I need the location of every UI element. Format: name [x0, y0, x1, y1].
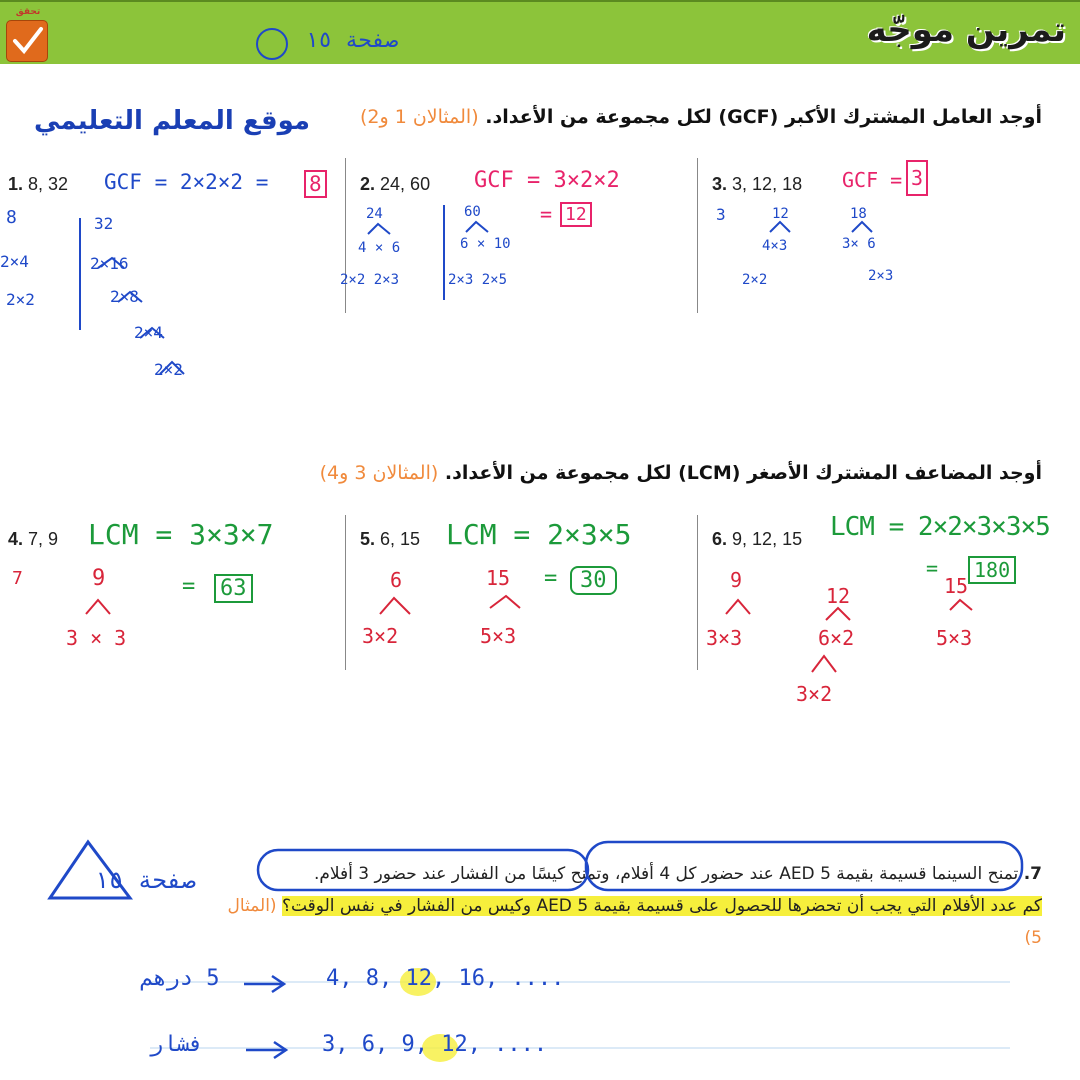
- gcf-ref: (المثالان 1 و2): [359, 106, 479, 128]
- tree-node: 24: [366, 206, 383, 222]
- tree-node: 5×3: [480, 624, 517, 648]
- problem-number: 4.: [8, 529, 24, 549]
- tree-node: 2×2: [742, 272, 768, 288]
- tree-node: 5×3: [936, 626, 973, 650]
- equals-sign: =: [926, 556, 939, 580]
- tree-node: 6×2: [818, 626, 855, 650]
- problem-number: 2.: [360, 174, 376, 194]
- problem-2-work: GCF = 3×2×2: [474, 168, 620, 193]
- tree-node: 12: [826, 584, 851, 608]
- tree-node: 15: [486, 566, 511, 590]
- problem-4-answer: 63: [214, 574, 253, 603]
- tree-node: 4×3: [762, 238, 788, 254]
- lcm-instruction-text: أوجد المضاعف المشترك الأصغر (LCM) لكل مجموعة من الأعداد.: [444, 462, 1042, 484]
- problem-6-answer: 180: [968, 556, 1016, 584]
- tree-node: 12: [772, 206, 789, 222]
- row2-label: فشار: [150, 1032, 203, 1057]
- problem-numbers: 7, 9: [28, 529, 59, 549]
- tree-node: 2×2 2×3: [340, 272, 400, 288]
- tree-node: 2×2: [154, 360, 183, 379]
- tree-node: 60: [464, 204, 481, 220]
- problem-number: 6.: [712, 529, 728, 549]
- tree-node: 32: [94, 214, 114, 233]
- tree-node: 6: [390, 568, 403, 592]
- tree-node: 15: [944, 574, 969, 598]
- problem-numbers: 6, 15: [380, 529, 421, 549]
- tree-node: 3× 6: [842, 236, 876, 252]
- problem-numbers: 24, 60: [380, 174, 431, 194]
- problem-numbers: 9, 12, 15: [732, 529, 803, 549]
- row2-values: 3, 6, 9, 12, ....: [322, 1032, 548, 1057]
- problem-4-work: LCM = 3×3×7: [88, 518, 274, 551]
- tree-node: 18: [850, 206, 867, 222]
- watermark: موقع المعلم التعليمي: [34, 106, 310, 136]
- problem-7-page-note: صفحة ١٥: [94, 866, 196, 894]
- problem-7-line1: تمنح السينما قسيمة بقيمة 5 AED عند حضور كل 4 أفلام، وتمنح كيسًا من الفشار عند حضور 3 أفلام.: [313, 864, 1019, 884]
- equals-sign: =: [540, 202, 553, 226]
- equals-sign: =: [182, 574, 196, 599]
- problem-7-question: كم عدد الأفلام التي يجب أن تحضرها للحصول على قسيمة بقيمة 5 AED وكيس من الفشار في نفس الوقت؟: [281, 896, 1042, 916]
- tree-node: 3×3: [706, 626, 743, 650]
- row1-values: 4, 8, 12, 16, ....: [326, 966, 565, 991]
- tree-node: 2×16: [90, 254, 129, 273]
- page-title: تمرين موجّه: [866, 10, 1066, 50]
- page-ref-text: صفحة ١٥: [305, 28, 398, 53]
- problem-1-work: GCF = 2×2×2 =: [104, 170, 269, 194]
- problem-3-answer: 3: [906, 160, 928, 196]
- problem-number: 5.: [360, 529, 376, 549]
- problem-1-answer: 8: [304, 170, 327, 198]
- tree-node: 9: [92, 566, 106, 591]
- tree-node: 8: [6, 207, 17, 228]
- tree-node: 4 × 6: [358, 240, 401, 256]
- tree-node: 3: [716, 205, 726, 224]
- problem-6-work: LCM = 2×2×3×3×5: [830, 512, 1050, 542]
- problem-number: 1.: [8, 174, 24, 194]
- tree-node: 2×8: [110, 287, 139, 306]
- problem-numbers: 8, 32: [28, 174, 69, 194]
- problem-number: 3.: [712, 174, 728, 194]
- tree-node: 3×2: [362, 624, 399, 648]
- tree-node: 2×3 2×5: [448, 272, 508, 288]
- problem-numbers: 3, 12, 18: [732, 174, 803, 194]
- row1-label: 5 درهم: [140, 966, 220, 991]
- tree-node: 7: [12, 568, 23, 589]
- tree-node: 2×3: [868, 268, 894, 284]
- problem-5-answer: 30: [570, 566, 617, 595]
- check-label: تحقق: [15, 7, 41, 17]
- lcm-ref: (المثالان 3 و4): [319, 462, 439, 484]
- tree-node: 2×4: [0, 252, 29, 271]
- tree-node: 9: [730, 568, 743, 592]
- equals-sign: =: [544, 566, 558, 591]
- tree-node: 3 × 3: [66, 626, 127, 650]
- tree-node: 3×2: [796, 682, 833, 706]
- problem-number: 7.: [1023, 864, 1042, 884]
- problem-5-work: LCM = 2×3×5: [446, 518, 632, 551]
- tree-node: 2×2: [6, 290, 35, 309]
- problem-2-answer: 12: [560, 202, 592, 227]
- gcf-instruction-text: أوجد العامل المشترك الأكبر (GCF) لكل مجموعة من الأعداد.: [485, 106, 1042, 128]
- problem-3-work: GCF =: [842, 168, 903, 192]
- tree-node: 6 × 10: [460, 236, 511, 252]
- problem-7-ref: (المثال 5): [227, 896, 1042, 948]
- tree-node: 2×4: [134, 323, 163, 342]
